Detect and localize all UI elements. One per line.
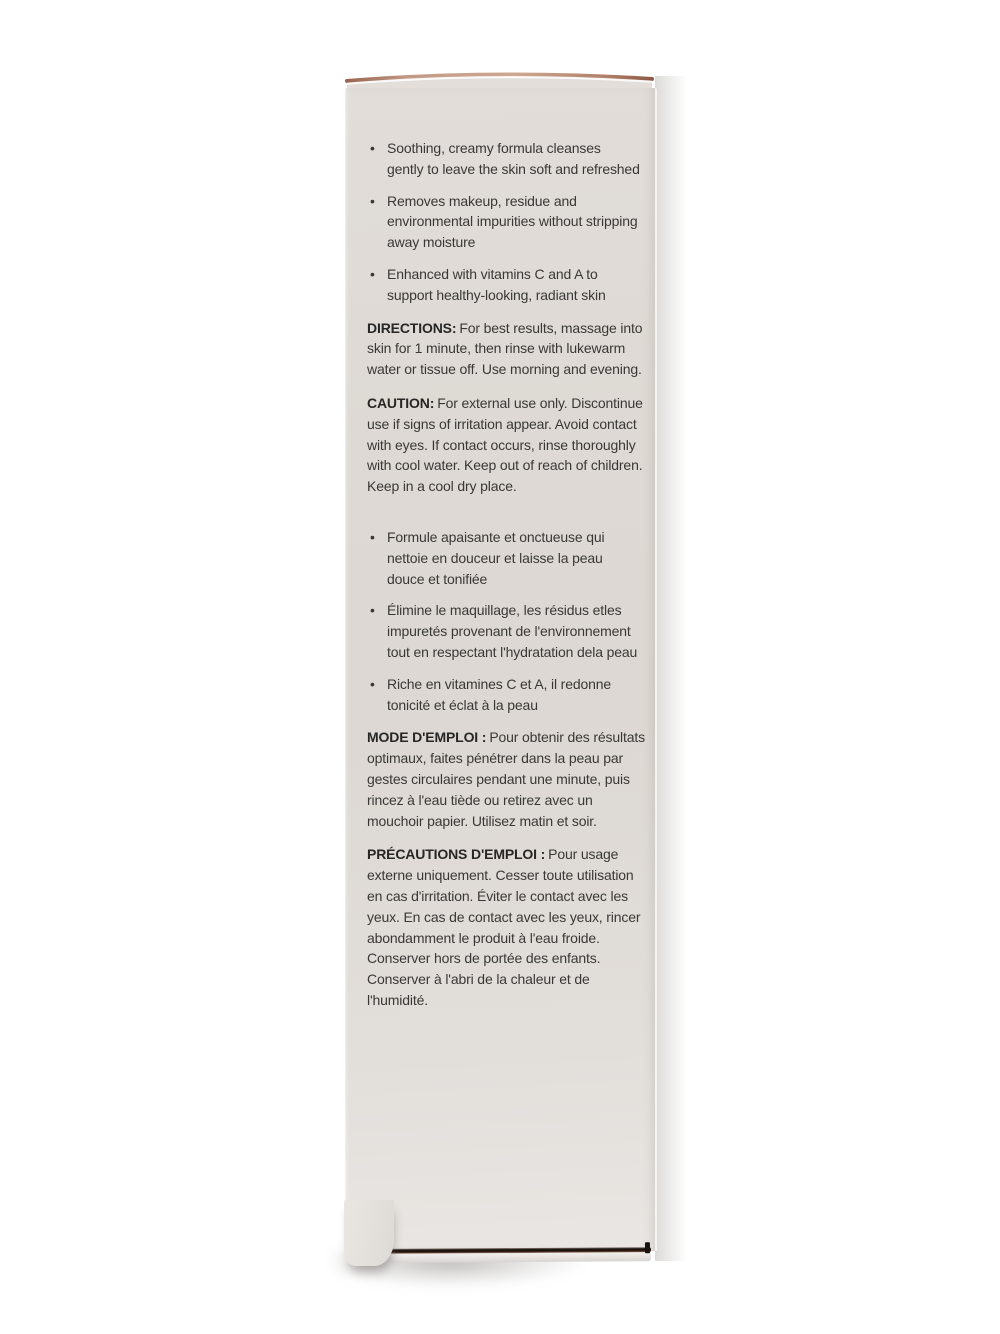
label-text-panel [367, 138, 645, 1011]
list-item [367, 674, 645, 716]
english-bullet-list [367, 138, 645, 306]
bullet-text: Enhanced with vitamins C and A to support healthy-looking, radiant skin [387, 265, 606, 303]
bullet-icon: • [370, 192, 375, 209]
directions-text: For best results, massage into skin for 1 minute, then rinse with lukewarm water or tissue off. Use morning and evening. [367, 319, 643, 378]
bullet-icon: • [370, 528, 375, 545]
caution-label: CAUTION: [367, 394, 435, 411]
bullet-text: Riche en vitamines C et A, il redonne tonicité et éclat à la peau [387, 675, 612, 713]
background-shading [655, 76, 687, 1261]
list-item [367, 191, 645, 253]
bullet-text: Removes makeup, residue and environmental impurities without stripping away moisture [387, 192, 638, 251]
directions-label: DIRECTIONS: [367, 319, 457, 336]
mode-demploi-label: MODE D'EMPLOI : [367, 729, 487, 746]
mode-demploi-paragraph [367, 727, 645, 831]
bullet-icon: • [370, 265, 375, 282]
bullet-icon: • [370, 140, 375, 156]
list-item [367, 264, 645, 306]
box-bottom-flap-corner [344, 1200, 394, 1266]
list-item [367, 138, 645, 180]
bullet-icon: • [370, 602, 375, 619]
list-item [367, 527, 645, 589]
precautions-label: PRÉCAUTIONS D'EMPLOI : [367, 846, 546, 863]
french-bullet-list [367, 527, 645, 715]
precautions-text: Pour usage externe uniquement. Cesser toute utilisation en cas d'irritation. Éviter le contact avec les yeux. En cas de contact avec les yeux, rincer abondamment le produit à l'eau froide. Conserver hors de portée des enfants. Conserver à l'abri de la chaleur et de l'humidité. [367, 846, 641, 1008]
caution-text: For external use only. Discontinue use if signs of irritation appear. Avoid contact with eyes. If contact occurs, rinse thoroughly with cool water. Keep out of reach of children. Keep in a cool dry place. [367, 394, 643, 495]
precautions-paragraph [367, 844, 645, 1010]
box-bottom-flap-edge [391, 1252, 651, 1263]
bullet-text: Formule apaisante et onctueuse qui nettoie en douceur et laisse la peau douce et tonifiée [387, 528, 605, 587]
box-slot-notch [645, 1242, 650, 1253]
product-box-side-panel [345, 68, 654, 1268]
bullet-text: Élimine le maquillage, les résidus etles impuretés provenant de l'environnement tout en respectant l'hydratation dela peau [387, 602, 638, 660]
directions-paragraph [367, 318, 645, 380]
box-face [345, 88, 657, 1251]
bullet-text: Soothing, creamy formula cleanses gently to leave the skin soft and refreshed [387, 140, 640, 177]
list-item [367, 600, 645, 662]
caution-paragraph [367, 393, 645, 497]
bullet-icon: • [370, 675, 375, 692]
mode-demploi-text: Pour obtenir des résultats optimaux, faites pénétrer dans la peau par gestes circulaires pendant une minute, puis rincez à l'eau tiède ou retirez avec un mouchoir papier. Utilisez matin et soir. [367, 729, 645, 829]
